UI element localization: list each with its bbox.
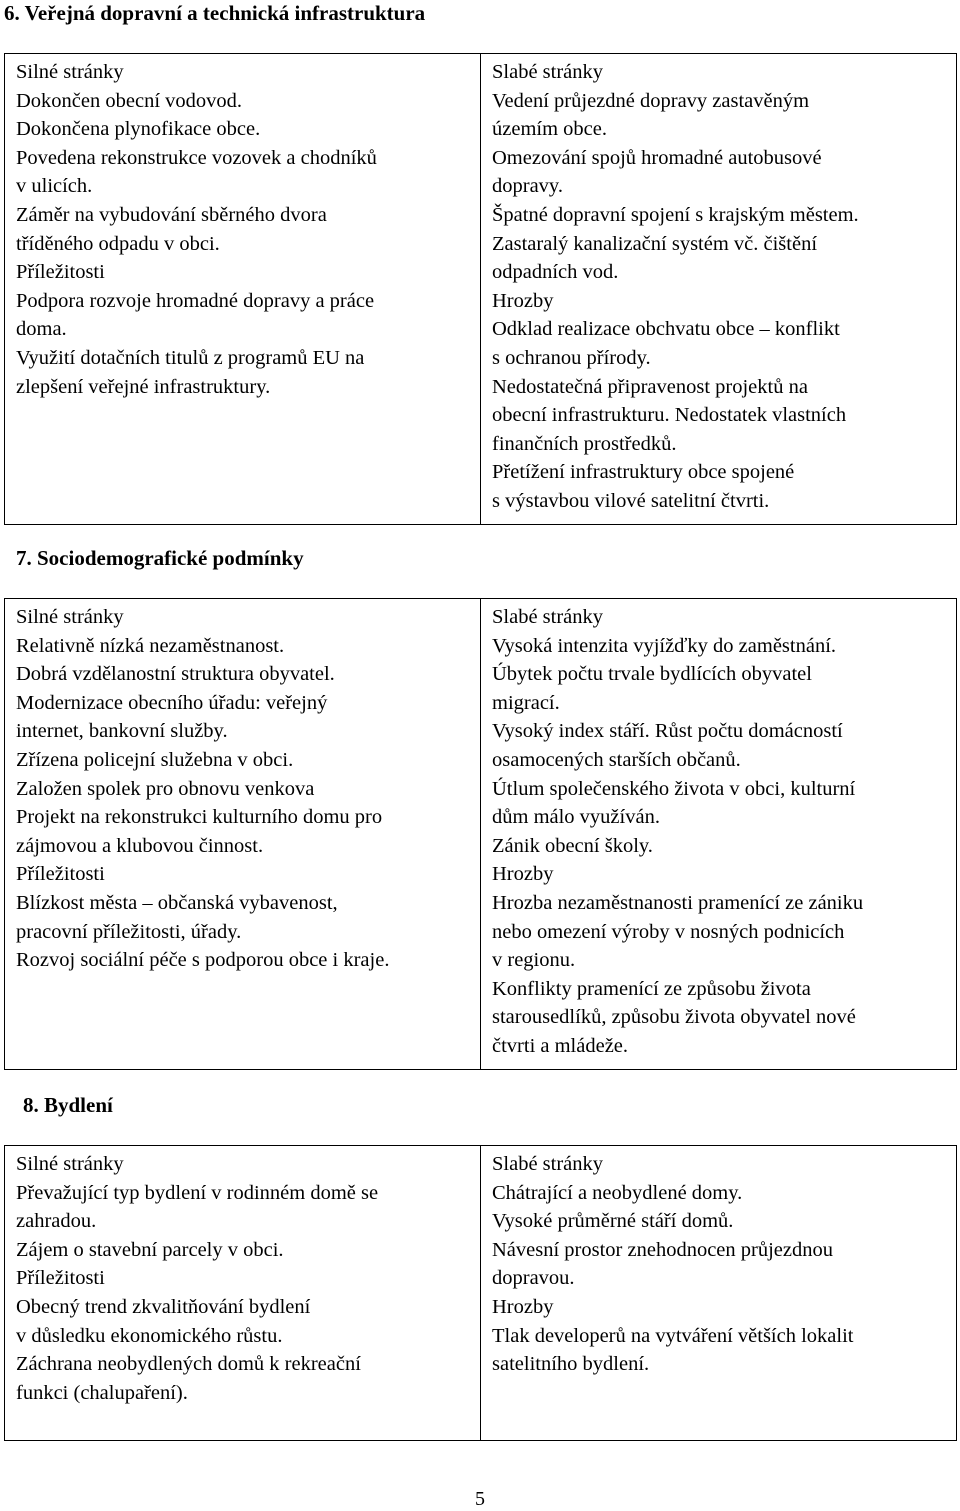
swot-item-line: Obecný trend zkvalitňování bydlení: [16, 1295, 311, 1318]
swot-block-header: Příležitosti: [16, 261, 105, 284]
swot-item-line: Převažující typ bydlení v rodinném domě se: [16, 1181, 379, 1204]
weaknesses-threats-cell: [481, 599, 957, 1070]
swot-item-line: Nedostatečná připravenost projektů na: [492, 375, 808, 398]
swot-item-line: Záměr na vybudování sběrného dvora: [16, 203, 327, 226]
strengths-opportunities-cell: [5, 54, 481, 525]
swot-item-line: Povedena rekonstrukce vozovek a chodníků: [16, 146, 377, 169]
swot-item-line: Odklad realizace obchvatu obce – konflikt: [492, 318, 840, 341]
swot-item-line: finančních prostředků.: [492, 432, 677, 455]
swot-item-line: Úbytek počtu trvale bydlících obyvatel: [492, 663, 812, 686]
page-number: 5: [475, 1488, 485, 1510]
swot-item-line: územím obce.: [492, 118, 607, 141]
swot-item-line: nebo omezení výroby v nosných podnicích: [492, 920, 845, 943]
swot-block: [16, 1264, 472, 1407]
swot-item-line: Dobrá vzdělanostní struktura obyvatel.: [16, 663, 335, 686]
swot-item-line: zlepšení veřejné infrastruktury.: [16, 375, 271, 398]
swot-item-line: doma.: [16, 318, 67, 341]
swot-block-header: Hrozby: [492, 289, 554, 312]
swot-block: [16, 1150, 472, 1264]
swot-item-line: Projekt na rekonstrukci kulturního domu pro: [16, 806, 383, 829]
weaknesses-threats-cell: [481, 54, 957, 525]
swot-item-line: Chátrající a neobydlené domy.: [492, 1181, 743, 1204]
swot-block: [16, 603, 472, 860]
swot-item-line: Zastaralý kanalizační systém vč. čištění: [492, 232, 818, 255]
strengths-opportunities-cell: [5, 599, 481, 1070]
swot-item-line: Vedení průjezdné dopravy zastavěným: [492, 89, 810, 112]
swot-item-line: Zájem o stavební parcely v obci.: [16, 1238, 284, 1261]
swot-item-line: funkci (chalupaření).: [16, 1381, 188, 1404]
swot-item-line: Vysoký index stáří. Růst počtu domácností: [492, 720, 843, 743]
section-heading-8: 8. Bydlení: [23, 1093, 113, 1117]
swot-item-line: Špatné dopravní spojení s krajským městem.: [492, 203, 859, 226]
table-row: [5, 1146, 957, 1441]
swot-table-6: [4, 53, 957, 525]
swot-block: [492, 860, 948, 1060]
swot-item-line: s ochranou přírody.: [492, 346, 651, 369]
swot-item-line: Relativně nízká nezaměstnanost.: [16, 634, 285, 657]
swot-item-line: Tlak developerů na vytváření větších lokalit: [492, 1324, 854, 1347]
swot-block-header: Slabé stránky: [492, 1153, 604, 1175]
swot-item-line: Využití dotačních titulů z programů EU na: [16, 346, 365, 369]
swot-item-line: Zánik obecní školy.: [492, 834, 653, 857]
swot-block-header: Silné stránky: [16, 1153, 124, 1175]
swot-block-header: Hrozby: [492, 863, 554, 886]
swot-block: [16, 58, 472, 258]
swot-block: [492, 603, 948, 860]
swot-item-line: Blízkost města – občanská vybavenost,: [16, 891, 338, 914]
swot-item-line: Návesní prostor znehodnocen průjezdnou: [492, 1238, 833, 1261]
swot-block-header: Silné stránky: [16, 61, 124, 83]
swot-block-header: Silné stránky: [16, 606, 124, 628]
swot-item-line: Dokončen obecní vodovod.: [16, 89, 243, 112]
swot-table-8: [4, 1145, 957, 1441]
swot-item-line: Záchrana neobydlených domů k rekreační: [16, 1353, 361, 1376]
swot-block: [492, 287, 948, 516]
swot-item-line: Vysoká intenzita vyjížďky do zaměstnání.: [492, 634, 837, 657]
swot-item-line: starousedlíků, způsobu života obyvatel nové: [492, 1006, 856, 1029]
swot-item-line: Modernizace obecního úřadu: veřejný: [16, 691, 328, 714]
swot-item-line: satelitního bydlení.: [492, 1353, 650, 1376]
swot-item-line: Útlum společenského života v obci, kulturní: [492, 777, 856, 800]
swot-table-7: [4, 598, 957, 1070]
swot-item-line: s výstavbou vilové satelitní čtvrti.: [492, 489, 770, 512]
swot-item-line: Omezování spojů hromadné autobusové: [492, 146, 822, 169]
swot-block-header: Hrozby: [492, 1295, 554, 1318]
swot-item-line: migrací.: [492, 691, 560, 714]
swot-item-line: v ulicích.: [16, 175, 93, 198]
swot-item-line: pracovní příležitosti, úřady.: [16, 920, 242, 943]
swot-item-line: Založen spolek pro obnovu venkova: [16, 777, 315, 800]
swot-item-line: Hrozba nezaměstnanosti pramenící ze zániku: [492, 891, 864, 914]
swot-item-line: v důsledku ekonomického růstu.: [16, 1324, 283, 1347]
swot-block: [16, 860, 472, 974]
weaknesses-threats-cell: [481, 1146, 957, 1441]
swot-block-header: Slabé stránky: [492, 606, 604, 628]
swot-block: [492, 1150, 948, 1293]
table-row: [5, 54, 957, 525]
swot-item-line: Podpora rozvoje hromadné dopravy a práce: [16, 289, 375, 312]
swot-item-line: osamocených starších občanů.: [492, 748, 741, 771]
section-heading-7: 7. Sociodemografické podmínky: [16, 546, 304, 570]
table-row: [5, 599, 957, 1070]
swot-item-line: dům málo využíván.: [492, 806, 660, 829]
swot-block-header: Příležitosti: [16, 863, 105, 886]
swot-item-line: dopravou.: [492, 1267, 575, 1290]
swot-item-line: Konflikty pramenící ze způsobu života: [492, 977, 811, 1000]
swot-item-line: Rozvoj sociální péče s podporou obce i kraje.: [16, 949, 390, 972]
swot-item-line: tříděného odpadu v obci.: [16, 232, 220, 255]
swot-block: [492, 58, 948, 287]
swot-item-line: internet, bankovní služby.: [16, 720, 228, 743]
swot-item-line: obecní infrastrukturu. Nedostatek vlastních: [492, 404, 847, 427]
swot-item-line: v regionu.: [492, 949, 576, 972]
swot-item-line: zájmovou a klubovou činnost.: [16, 834, 264, 857]
strengths-opportunities-cell: [5, 1146, 481, 1441]
swot-item-line: odpadních vod.: [492, 261, 619, 284]
swot-block: [16, 258, 472, 401]
swot-item-line: čtvrti a mládeže.: [492, 1034, 629, 1057]
section-heading-6: 6. Veřejná dopravní a technická infrastruktura: [4, 1, 426, 25]
swot-item-line: zahradou.: [16, 1210, 97, 1233]
swot-block-header: Slabé stránky: [492, 61, 604, 83]
swot-block-header: Příležitosti: [16, 1267, 105, 1290]
swot-item-line: dopravy.: [492, 175, 563, 198]
swot-item-line: Vysoké průměrné stáří domů.: [492, 1210, 734, 1233]
swot-block: [492, 1293, 948, 1379]
swot-item-line: Přetížení infrastruktury obce spojené: [492, 461, 795, 484]
swot-item-line: Zřízena policejní služebna v obci.: [16, 748, 294, 771]
swot-item-line: Dokončena plynofikace obce.: [16, 118, 261, 141]
